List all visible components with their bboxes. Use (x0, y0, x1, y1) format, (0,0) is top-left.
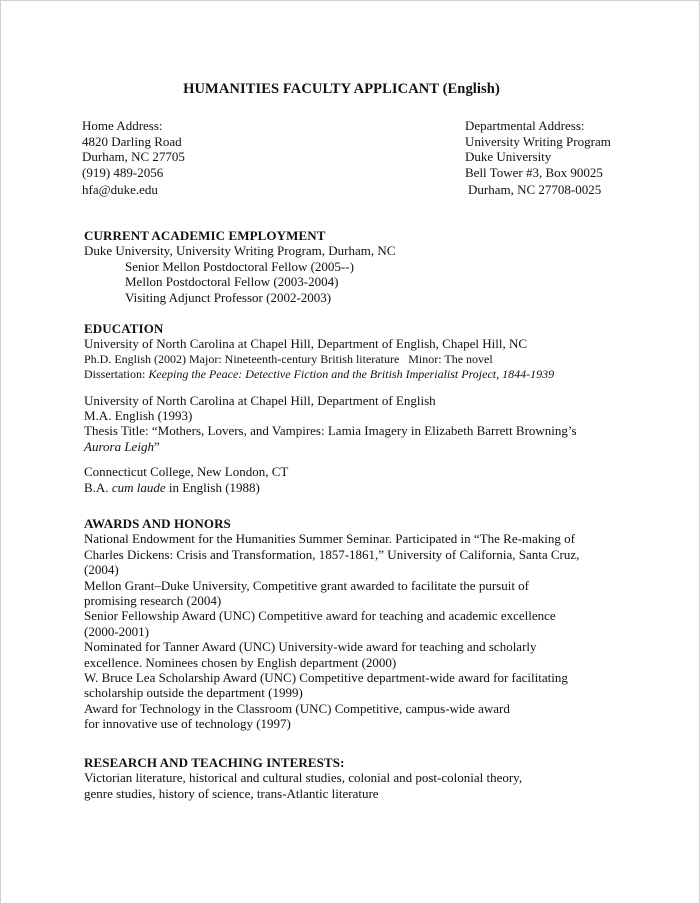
interests-line: Victorian literature, historical and cultural studies, colonial and post-colonial theory, (84, 770, 523, 786)
award-line: for innovative use of technology (1997) (84, 716, 291, 732)
departmental-address-label: Departmental Address: (465, 118, 585, 133)
home-address-block (82, 118, 185, 198)
ba-institution: Connecticut College, New London, CT (84, 464, 289, 480)
awards-section (84, 516, 644, 732)
ma-institution: University of North Carolina at Chapel Hill, Department of English (84, 392, 436, 408)
employment-position: Senior Mellon Postdoctoral Fellow (2005--) (125, 258, 354, 274)
phd-degree: Ph.D. English (2002) Major: Nineteenth-century British literature Minor: The novel (84, 351, 493, 366)
home-address-phone: (919) 489-2056 (82, 164, 164, 180)
home-address-email: hfa@duke.edu (82, 182, 158, 197)
award-line: W. Bruce Lea Scholarship Award (UNC) Competitive department-wide award for facilitating (84, 670, 568, 686)
employment-heading: CURRENT ACADEMIC EMPLOYMENT (84, 228, 326, 243)
awards-heading: AWARDS AND HONORS (84, 516, 231, 531)
ba-degree (84, 480, 644, 495)
ma-thesis-end (84, 439, 644, 454)
ma-degree: M.A. English (1993) (84, 408, 193, 424)
home-address-label: Home Address: (82, 118, 163, 133)
phd-institution: University of North Carolina at Chapel Hill, Department of English, Chapel Hill, NC (84, 336, 528, 352)
interests-section (84, 755, 644, 801)
ma-thesis-italic: Aurora Leigh (84, 438, 154, 454)
education-section (84, 321, 644, 495)
phd-dissertation (84, 367, 644, 382)
spacer (84, 383, 644, 393)
employment-institution: Duke University, University Writing Program, Durham, NC (84, 243, 396, 259)
home-address-city: Durham, NC 27705 (82, 149, 185, 164)
departmental-address-program: University Writing Program (465, 133, 611, 149)
dissertation-label: Dissertation: (84, 367, 149, 382)
award-line: Nominated for Tanner Award (UNC) University-wide award for teaching and scholarly (84, 639, 537, 655)
spacer (84, 454, 644, 464)
ma-thesis-suffix: ” (153, 438, 160, 454)
employment-position: Visiting Adjunct Professor (2002-2003) (125, 289, 332, 305)
ba-degree-prefix: B.A. (84, 479, 112, 495)
interests-heading: RESEARCH AND TEACHING INTERESTS: (84, 755, 345, 770)
ma-thesis-line: Thesis Title: “Mothers, Lovers, and Vampires: Lamia Imagery in Elizabeth Barrett Browning’s (84, 423, 577, 439)
employment-section (84, 228, 644, 305)
home-address-street: 4820 Darling Road (82, 133, 182, 149)
education-heading: EDUCATION (84, 321, 164, 336)
interests-line: genre studies, history of science, trans-Atlantic literature (84, 785, 379, 801)
departmental-address-university: Duke University (465, 149, 552, 164)
employment-position: Mellon Postdoctoral Fellow (2003-2004) (125, 274, 339, 290)
award-line: excellence. Nominees chosen by English department (2000) (84, 654, 397, 670)
award-line: Mellon Grant–Duke University, Competitive grant awarded to facilitate the pursuit of (84, 577, 530, 593)
award-line: Charles Dickens: Crisis and Transformation, 1857-1861,” University of California, Santa Cruz, (84, 546, 580, 562)
award-line: (2004) (84, 562, 119, 578)
departmental-address-block (465, 118, 611, 198)
award-line: Award for Technology in the Classroom (UNC) Competitive, campus-wide award (84, 700, 510, 716)
ba-degree-suffix: in English (1988) (165, 479, 260, 495)
page-title: HUMANITIES FACULTY APPLICANT (English) (183, 81, 500, 97)
dissertation-title: Keeping the Peace: Detective Fiction and the British Imperialist Project, 1844-1939 (148, 367, 555, 382)
departmental-address-city: Durham, NC 27708-0025 (468, 182, 602, 197)
award-line: National Endowment for the Humanities Summer Seminar. Participated in “The Re-making of (84, 531, 575, 547)
award-line: Senior Fellowship Award (UNC) Competitive award for teaching and academic excellence (84, 608, 556, 624)
award-line: (2000-2001) (84, 623, 149, 639)
award-line: promising research (2004) (84, 593, 222, 609)
departmental-address-box: Bell Tower #3, Box 90025 (465, 164, 603, 180)
ba-degree-honor: cum laude (111, 479, 166, 495)
award-line: scholarship outside the department (1999) (84, 685, 303, 701)
